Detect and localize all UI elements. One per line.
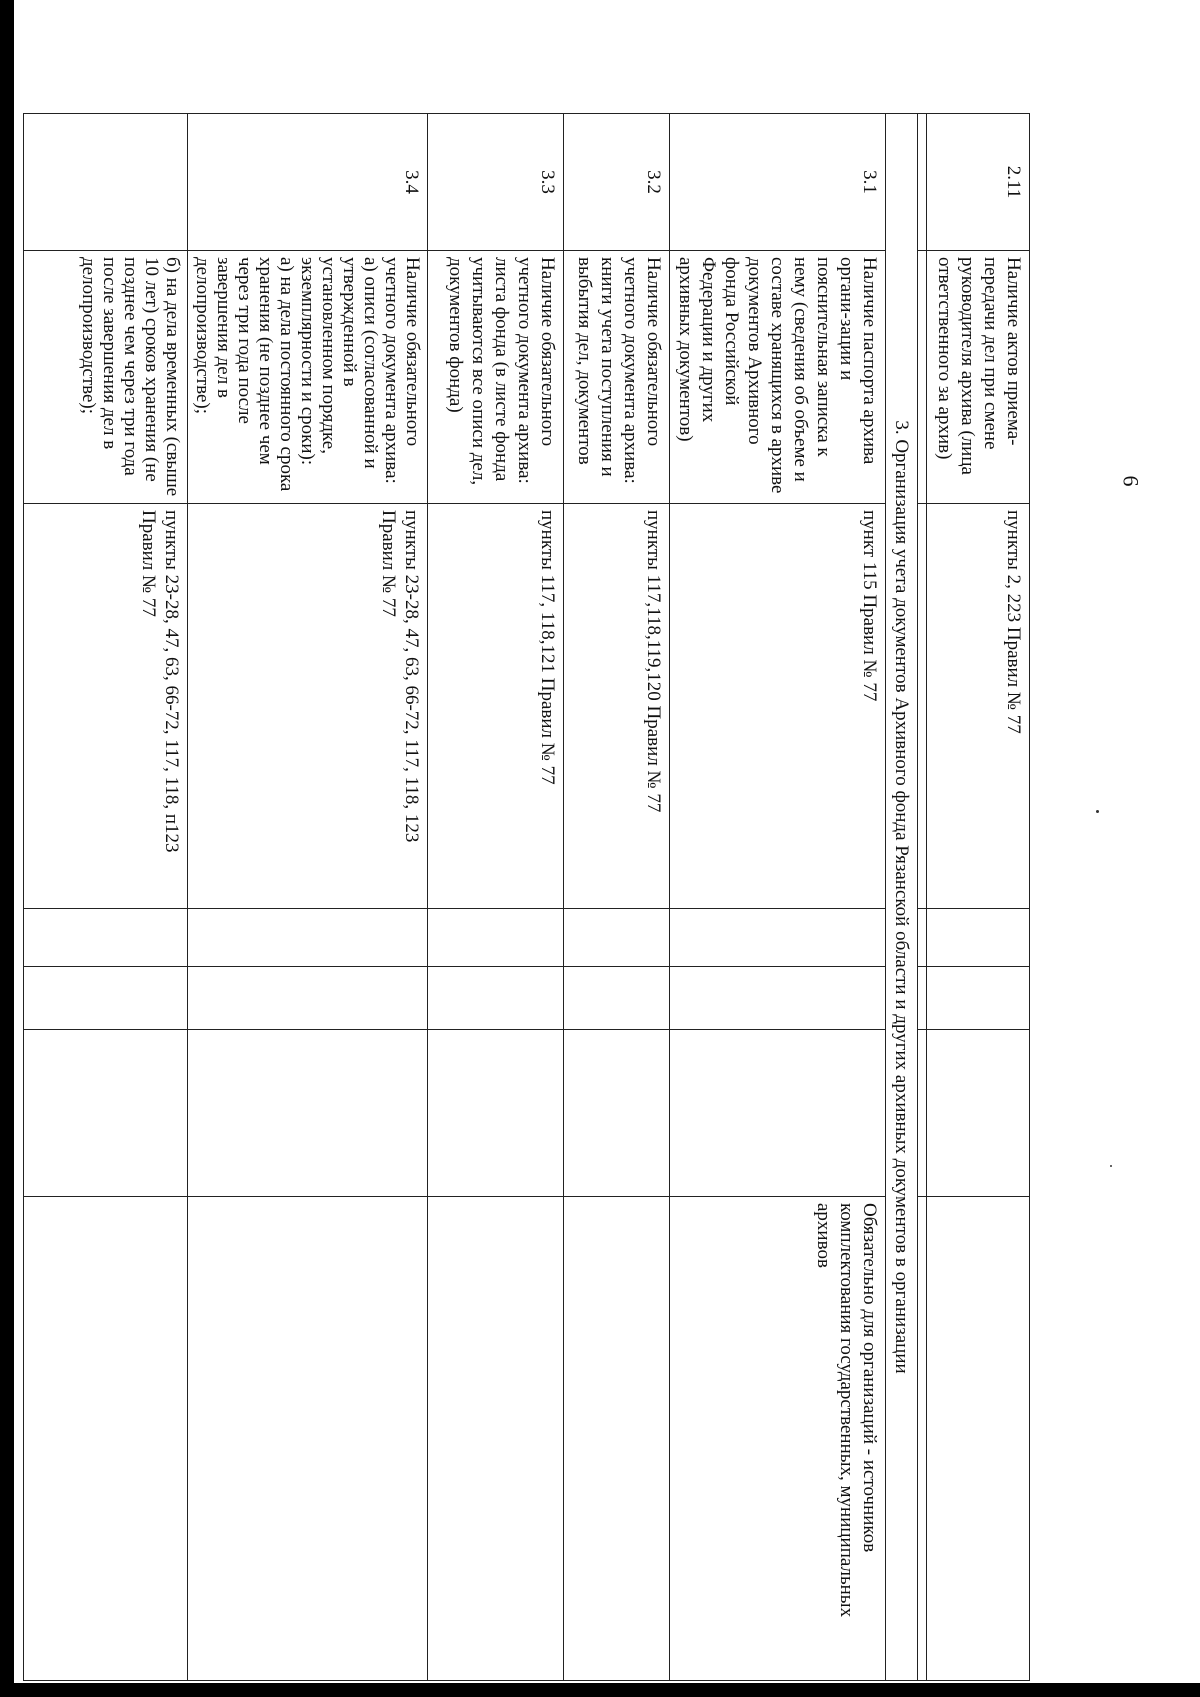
table-row-3-2 xyxy=(564,114,670,1681)
empty-cell xyxy=(927,967,1030,1030)
spacer-cell xyxy=(918,1030,927,1197)
requirement-cell: Наличие обязательного учетного документа архива: книги учета поступления и выбытия дел, документов xyxy=(564,251,670,504)
scan-speck xyxy=(1110,1165,1112,1167)
basis-cell: пункты 23-28, 47, 63, 66-72, 117, 118, 123 Правил № 77 xyxy=(188,504,428,909)
empty-cell xyxy=(564,967,670,1030)
row-number: 3.1 xyxy=(670,114,886,251)
spacer-cell xyxy=(918,114,927,251)
note-cell xyxy=(24,1197,188,1681)
requirement-cell: Наличие обязательного учетного документа архива: листа фонда (в листе фонда учитываются все описи дел, документов фонда) xyxy=(428,251,564,504)
empty-cell xyxy=(670,1030,886,1197)
row-number: 3.2 xyxy=(564,114,670,251)
scan-border-left xyxy=(0,0,14,1697)
empty-cell xyxy=(24,1030,188,1197)
basis-cell: пункт 115 Правил № 77 xyxy=(670,504,886,909)
empty-cell xyxy=(188,967,428,1030)
spacer-cell xyxy=(918,504,927,909)
empty-cell xyxy=(188,1030,428,1197)
requirement-cell: Наличие обязательного учетного документа архива: а) описи (согласованной и утвержденной в установленном порядке, экземплярности и сроки): а) на дела постоянного срока хранения (не позднее чем через три года после завершения дел в делопроизводстве); xyxy=(188,251,428,504)
empty-cell xyxy=(188,909,428,967)
row-number: 2.11 xyxy=(927,114,1030,251)
basis-cell: пункты 117, 118,121 Правил № 77 xyxy=(428,504,564,909)
empty-cell xyxy=(670,967,886,1030)
basis-cell: пункты 23-28, 47, 63, 66-72, 117, 118, п123 Правил № 77 xyxy=(24,504,188,909)
empty-cell xyxy=(428,1030,564,1197)
inspection-table xyxy=(23,113,1030,1681)
scan-border-bottom xyxy=(0,1683,1200,1697)
page-number: 6 xyxy=(1118,475,1144,487)
table-row-3-1 xyxy=(670,114,886,1681)
requirement-cell: б) на дела временных (свыше 10 лет) сроков хранения (не позднее чем через три года после завершения дел в делопроизводстве); xyxy=(24,251,188,504)
spacer-cell xyxy=(918,1197,927,1681)
empty-cell xyxy=(927,909,1030,967)
note-cell xyxy=(927,1197,1030,1681)
basis-cell: пункты 2, 223 Правил № 77 xyxy=(927,504,1030,909)
section-title: 3. Организация учета документов Архивного фонда Рязанской области и других архивных документов в организации xyxy=(886,114,918,1681)
empty-cell xyxy=(564,909,670,967)
note-cell xyxy=(188,1197,428,1681)
note-cell xyxy=(564,1197,670,1681)
section-header-row xyxy=(886,114,918,1681)
row-number xyxy=(24,114,188,251)
table-row-2-11 xyxy=(927,114,1030,1681)
empty-cell xyxy=(564,1030,670,1197)
empty-cell xyxy=(24,967,188,1030)
requirement-cell: Наличие актов приема-передачи дел при смене руководителя архива (лица ответственного за архив) xyxy=(927,251,1030,504)
spacer-cell xyxy=(918,251,927,504)
spacer-cell xyxy=(918,967,927,1030)
empty-cell xyxy=(670,909,886,967)
scan-speck xyxy=(1096,810,1099,813)
spacer-cell xyxy=(918,909,927,967)
table-row-3-4b xyxy=(24,114,188,1681)
empty-cell xyxy=(927,1030,1030,1197)
note-cell xyxy=(428,1197,564,1681)
rotated-page-content xyxy=(66,113,1030,1680)
row-number: 3.4 xyxy=(188,114,428,251)
requirement-cell: Наличие паспорта архива органи-зации и пояснительная записка к нему (сведения об объеме и составе хранящихся в архиве документов Архивного фонда Российской Федерации и других архивных документов) xyxy=(670,251,886,504)
spacer-row xyxy=(918,114,927,1681)
table-row-3-3 xyxy=(428,114,564,1681)
empty-cell xyxy=(24,909,188,967)
empty-cell xyxy=(428,909,564,967)
note-cell: Обязательно для организаций - источников комплектования государственных, муниципальных архивов xyxy=(670,1197,886,1681)
basis-cell: пункты 117,118,119,120 Правил № 77 xyxy=(564,504,670,909)
empty-cell xyxy=(428,967,564,1030)
table-row-3-4 xyxy=(188,114,428,1681)
row-number: 3.3 xyxy=(428,114,564,251)
